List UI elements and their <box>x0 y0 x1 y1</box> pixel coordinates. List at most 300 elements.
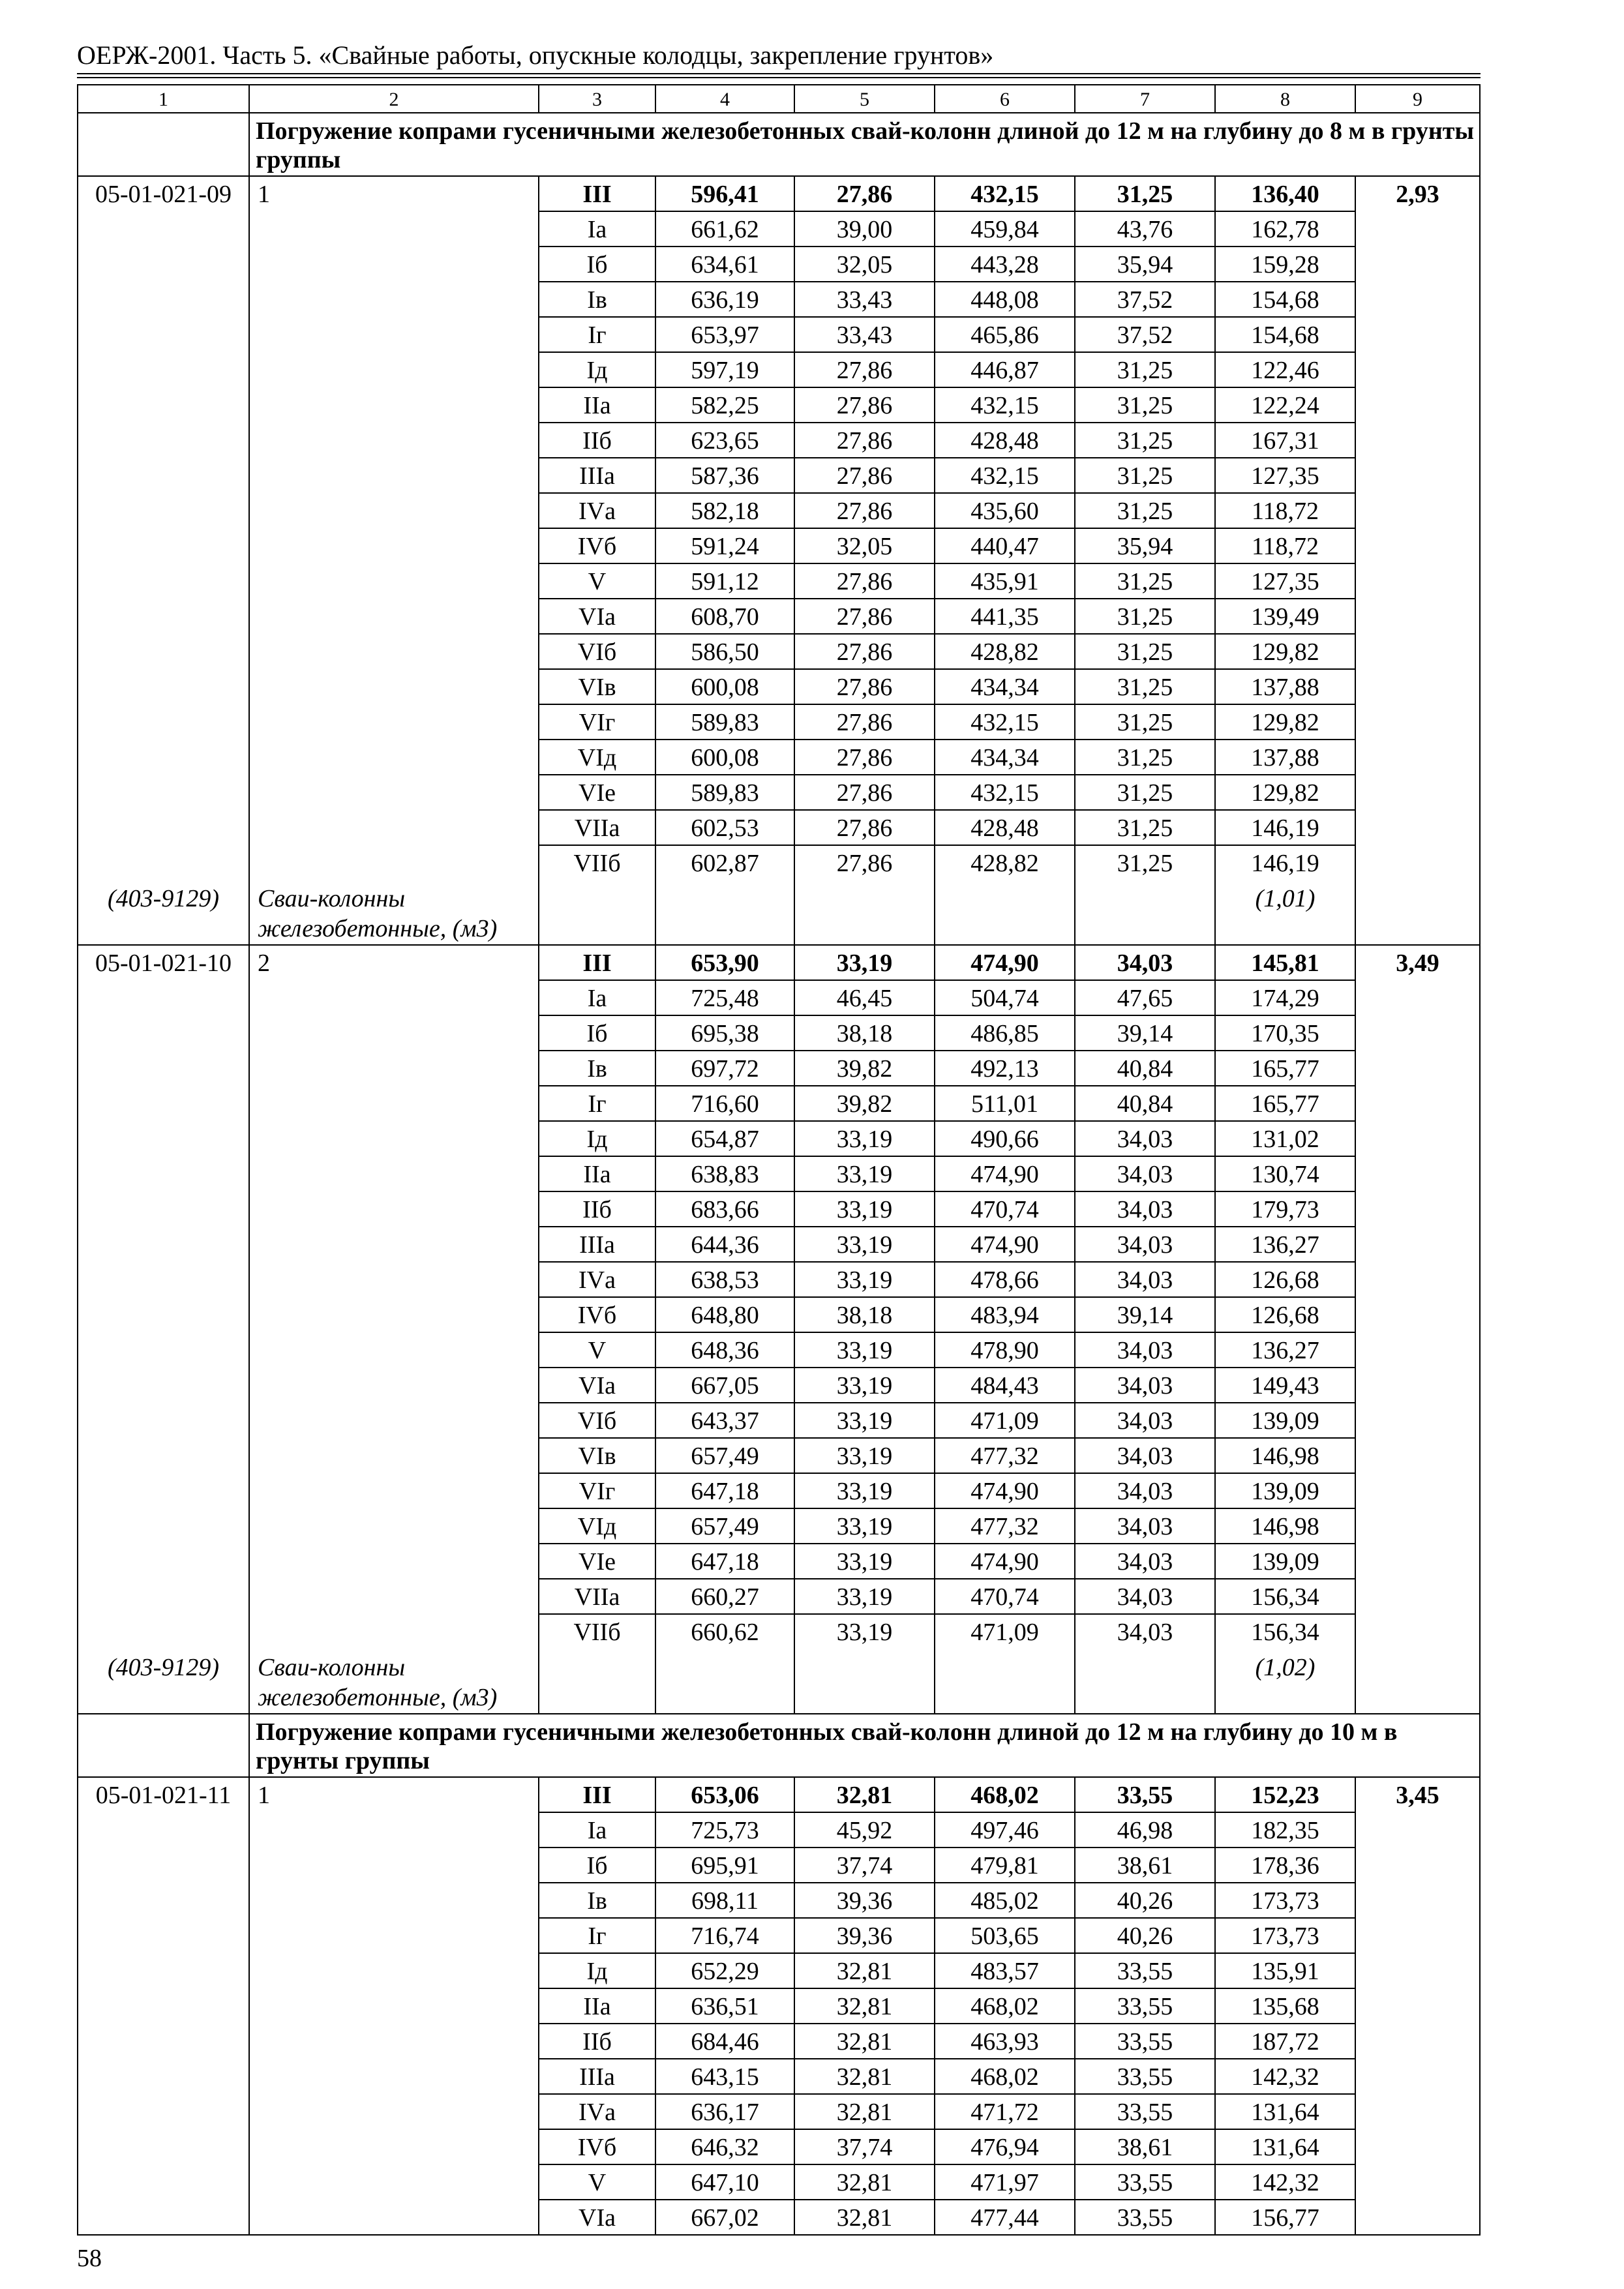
wage-cost-cell: 27,86 <box>795 705 935 740</box>
wage-cost-cell: 32,05 <box>795 247 935 282</box>
operator-wage-cell: 33,55 <box>1075 2059 1216 2095</box>
total-cost-cell: 623,65 <box>656 423 795 458</box>
soil-group-cell: IVб <box>539 1298 656 1333</box>
soil-group-cell: IVа <box>539 2095 656 2130</box>
soil-group-cell: Iг <box>539 318 656 353</box>
total-cost-cell: 654,87 <box>656 1122 795 1157</box>
total-cost-cell: 716,60 <box>656 1086 795 1122</box>
total-cost-cell: 589,83 <box>656 775 795 811</box>
machine-cost-cell: 477,32 <box>935 1439 1075 1474</box>
soil-group-cell: IVб <box>539 2130 656 2165</box>
machine-cost-cell: 492,13 <box>935 1051 1075 1086</box>
operator-wage-cell: 37,52 <box>1075 318 1216 353</box>
material-cost-cell: 137,88 <box>1216 670 1356 705</box>
column-number-cell: 6 <box>935 85 1075 113</box>
wage-cost-cell: 27,86 <box>795 599 935 635</box>
resource-name-line: Сваи-колонны <box>258 885 406 912</box>
machine-cost-cell: 504,74 <box>935 981 1075 1016</box>
wage-cost-cell: 38,18 <box>795 1016 935 1051</box>
wage-cost-cell: 27,86 <box>795 494 935 529</box>
material-cost-cell: 130,74 <box>1216 1157 1356 1192</box>
resource-name <box>250 1650 539 1714</box>
soil-group-cell: VIа <box>539 599 656 635</box>
total-cost-cell: 597,19 <box>656 353 795 388</box>
machine-cost-cell: 428,82 <box>935 846 1075 881</box>
operator-wage-cell: 34,03 <box>1075 1157 1216 1192</box>
total-cost-cell: 596,41 <box>656 177 795 212</box>
resource-empty-cell <box>1075 881 1216 946</box>
soil-group-cell: Iв <box>539 282 656 318</box>
operator-wage-cell: 39,14 <box>1075 1298 1216 1333</box>
wage-cost-cell: 33,19 <box>795 1192 935 1227</box>
total-cost-cell: 653,97 <box>656 318 795 353</box>
column-number-cell: 3 <box>539 85 656 113</box>
soil-group-cell: Iд <box>539 1954 656 1989</box>
total-cost-cell: 602,53 <box>656 811 795 846</box>
machine-cost-cell: 432,15 <box>935 705 1075 740</box>
operator-wage-cell: 34,03 <box>1075 1192 1216 1227</box>
soil-group-cell: VIб <box>539 635 656 670</box>
total-cost-cell: 636,51 <box>656 1989 795 2024</box>
column-number-cell: 2 <box>250 85 539 113</box>
resource-empty-cell <box>795 881 935 946</box>
total-cost-cell: 697,72 <box>656 1051 795 1086</box>
total-cost-cell: 647,18 <box>656 1474 795 1509</box>
machine-cost-cell: 432,15 <box>935 177 1075 212</box>
machine-cost-cell: 468,02 <box>935 1989 1075 2024</box>
material-cost-cell: 135,68 <box>1216 1989 1356 2024</box>
material-cost-cell: 122,24 <box>1216 388 1356 423</box>
total-cost-cell: 602,87 <box>656 846 795 881</box>
operator-wage-cell: 35,94 <box>1075 247 1216 282</box>
operator-wage-cell: 31,25 <box>1075 670 1216 705</box>
soil-group-cell: Iа <box>539 981 656 1016</box>
soil-group-cell: VIе <box>539 775 656 811</box>
section-title-line: Погружение копрами гусеничными железобетонных свай-колонн длиной до 12 м на глубину до 10 м в <box>256 1718 1398 1746</box>
material-cost-cell: 137,88 <box>1216 740 1356 775</box>
machine-cost-cell: 471,97 <box>935 2165 1075 2200</box>
soil-group-cell: VIа <box>539 1368 656 1403</box>
soil-group-cell: IVб <box>539 529 656 564</box>
operator-wage-cell: 34,03 <box>1075 1474 1216 1509</box>
rates-table-body <box>78 85 1481 2236</box>
wage-cost-cell: 27,86 <box>795 846 935 881</box>
material-cost-cell: 156,34 <box>1216 1579 1356 1615</box>
material-cost-cell: 179,73 <box>1216 1192 1356 1227</box>
soil-group-cell: VIг <box>539 705 656 740</box>
machine-cost-cell: 432,15 <box>935 388 1075 423</box>
total-cost-cell: 653,90 <box>656 946 795 981</box>
wage-cost-cell: 33,19 <box>795 1615 935 1650</box>
total-cost-cell: 725,48 <box>656 981 795 1016</box>
soil-group-cell: IIа <box>539 1989 656 2024</box>
machine-cost-cell: 459,84 <box>935 212 1075 247</box>
material-cost-cell: 162,78 <box>1216 212 1356 247</box>
material-cost-cell: 187,72 <box>1216 2024 1356 2059</box>
operator-wage-cell: 31,25 <box>1075 458 1216 494</box>
wage-cost-cell: 39,82 <box>795 1086 935 1122</box>
section-code-cell <box>78 1714 250 1778</box>
machine-cost-cell: 434,34 <box>935 670 1075 705</box>
material-cost-cell: 131,64 <box>1216 2095 1356 2130</box>
operator-wage-cell: 34,03 <box>1075 946 1216 981</box>
column-number-cell: 9 <box>1356 85 1481 113</box>
soil-group-cell: IIIа <box>539 1227 656 1263</box>
wage-cost-cell: 33,19 <box>795 1157 935 1192</box>
total-cost-cell: 683,66 <box>656 1192 795 1227</box>
operator-wage-cell: 31,25 <box>1075 599 1216 635</box>
material-cost-cell: 136,27 <box>1216 1333 1356 1368</box>
total-cost-cell: 695,38 <box>656 1016 795 1051</box>
soil-group-cell: VIг <box>539 1474 656 1509</box>
wage-cost-cell: 27,86 <box>795 388 935 423</box>
machine-cost-cell: 474,90 <box>935 946 1075 981</box>
soil-group-cell: IIIа <box>539 458 656 494</box>
soil-group-cell: Iа <box>539 212 656 247</box>
total-cost-cell: 591,12 <box>656 564 795 599</box>
total-cost-cell: 667,02 <box>656 2200 795 2236</box>
machine-cost-cell: 435,60 <box>935 494 1075 529</box>
soil-group-cell: VIд <box>539 1509 656 1544</box>
machine-cost-cell: 434,34 <box>935 740 1075 775</box>
soil-group-cell: VIа <box>539 2200 656 2236</box>
soil-group-cell: V <box>539 564 656 599</box>
section-code-cell <box>78 113 250 177</box>
operator-wage-cell: 33,55 <box>1075 2200 1216 2236</box>
machine-cost-cell: 428,82 <box>935 635 1075 670</box>
column-number-cell: 5 <box>795 85 935 113</box>
resource-empty-cell <box>1356 1650 1481 1714</box>
labor-cost-cell: 3,45 <box>1356 1778 1481 2236</box>
total-cost-cell: 660,27 <box>656 1579 795 1615</box>
operator-wage-cell: 34,03 <box>1075 1615 1216 1650</box>
material-cost-cell: 118,72 <box>1216 529 1356 564</box>
operator-wage-cell: 34,03 <box>1075 1439 1216 1474</box>
resource-empty-cell <box>1356 881 1481 946</box>
material-cost-cell: 118,72 <box>1216 494 1356 529</box>
wage-cost-cell: 27,86 <box>795 458 935 494</box>
operator-wage-cell: 31,25 <box>1075 635 1216 670</box>
machine-cost-cell: 503,65 <box>935 1919 1075 1954</box>
machine-cost-cell: 490,66 <box>935 1122 1075 1157</box>
material-cost-cell: 122,46 <box>1216 353 1356 388</box>
operator-wage-cell: 33,55 <box>1075 2095 1216 2130</box>
soil-group-cell: IIб <box>539 1192 656 1227</box>
resource-empty-cell <box>656 881 795 946</box>
operator-wage-cell: 34,03 <box>1075 1227 1216 1263</box>
machine-cost-cell: 476,94 <box>935 2130 1075 2165</box>
wage-cost-cell: 33,43 <box>795 282 935 318</box>
machine-cost-cell: 428,48 <box>935 811 1075 846</box>
operator-wage-cell: 31,25 <box>1075 811 1216 846</box>
material-cost-cell: 159,28 <box>1216 247 1356 282</box>
soil-group-cell: VIб <box>539 1403 656 1439</box>
machine-cost-cell: 477,44 <box>935 2200 1075 2236</box>
total-cost-cell: 646,32 <box>656 2130 795 2165</box>
material-cost-cell: 129,82 <box>1216 705 1356 740</box>
total-cost-cell: 644,36 <box>656 1227 795 1263</box>
material-cost-cell: 154,68 <box>1216 282 1356 318</box>
rate-variant-number: 1 <box>250 1778 539 2236</box>
machine-cost-cell: 478,66 <box>935 1263 1075 1298</box>
total-cost-cell: 638,53 <box>656 1263 795 1298</box>
total-cost-cell: 589,83 <box>656 705 795 740</box>
operator-wage-cell: 43,76 <box>1075 212 1216 247</box>
total-cost-cell: 647,10 <box>656 2165 795 2200</box>
total-cost-cell: 725,73 <box>656 1813 795 1848</box>
wage-cost-cell: 39,36 <box>795 1919 935 1954</box>
wage-cost-cell: 33,19 <box>795 1227 935 1263</box>
operator-wage-cell: 31,25 <box>1075 388 1216 423</box>
total-cost-cell: 716,74 <box>656 1919 795 1954</box>
wage-cost-cell: 32,81 <box>795 2059 935 2095</box>
column-number-cell: 7 <box>1075 85 1216 113</box>
rates-table <box>77 84 1481 2236</box>
operator-wage-cell: 38,61 <box>1075 2130 1216 2165</box>
wage-cost-cell: 33,19 <box>795 1544 935 1579</box>
labor-cost-cell: 2,93 <box>1356 177 1481 881</box>
machine-cost-cell: 471,09 <box>935 1403 1075 1439</box>
material-cost-cell: 131,02 <box>1216 1122 1356 1157</box>
machine-cost-cell: 474,90 <box>935 1157 1075 1192</box>
material-cost-cell: 173,73 <box>1216 1919 1356 1954</box>
operator-wage-cell: 34,03 <box>1075 1333 1216 1368</box>
wage-cost-cell: 33,43 <box>795 318 935 353</box>
section-title <box>250 113 1481 177</box>
operator-wage-cell: 31,25 <box>1075 705 1216 740</box>
wage-cost-cell: 32,81 <box>795 2200 935 2236</box>
material-cost-cell: 156,34 <box>1216 1615 1356 1650</box>
machine-cost-cell: 474,90 <box>935 1474 1075 1509</box>
column-number-row <box>78 85 1481 113</box>
material-cost-cell: 139,09 <box>1216 1403 1356 1439</box>
wage-cost-cell: 37,74 <box>795 1848 935 1883</box>
operator-wage-cell: 31,25 <box>1075 353 1216 388</box>
resource-empty-cell <box>656 1650 795 1714</box>
wage-cost-cell: 27,86 <box>795 811 935 846</box>
resource-empty-cell <box>935 881 1075 946</box>
soil-group-cell: Iв <box>539 1051 656 1086</box>
wage-cost-cell: 33,19 <box>795 1474 935 1509</box>
material-cost-cell: 129,82 <box>1216 775 1356 811</box>
soil-group-cell: V <box>539 2165 656 2200</box>
total-cost-cell: 600,08 <box>656 740 795 775</box>
material-cost-cell: 165,77 <box>1216 1086 1356 1122</box>
operator-wage-cell: 33,55 <box>1075 1989 1216 2024</box>
resource-name-line: железобетонные, (м3) <box>258 915 498 942</box>
section-title-row <box>78 1714 1481 1778</box>
operator-wage-cell: 34,03 <box>1075 1263 1216 1298</box>
machine-cost-cell: 471,09 <box>935 1615 1075 1650</box>
soil-group-cell: VIв <box>539 1439 656 1474</box>
machine-cost-cell: 468,02 <box>935 2059 1075 2095</box>
resource-empty-cell <box>1075 1650 1216 1714</box>
material-cost-cell: 127,35 <box>1216 458 1356 494</box>
operator-wage-cell: 31,25 <box>1075 494 1216 529</box>
material-cost-cell: 139,49 <box>1216 599 1356 635</box>
machine-cost-cell: 474,90 <box>935 1227 1075 1263</box>
wage-cost-cell: 32,81 <box>795 1989 935 2024</box>
rate-code: 05-01-021-10 <box>78 946 250 1650</box>
material-cost-cell: 152,23 <box>1216 1778 1356 1813</box>
operator-wage-cell: 40,26 <box>1075 1883 1216 1919</box>
material-cost-cell: 127,35 <box>1216 564 1356 599</box>
resource-name <box>250 881 539 946</box>
machine-cost-cell: 465,86 <box>935 318 1075 353</box>
resource-empty-cell <box>539 881 656 946</box>
machine-cost-cell: 485,02 <box>935 1883 1075 1919</box>
operator-wage-cell: 34,03 <box>1075 1403 1216 1439</box>
machine-cost-cell: 471,72 <box>935 2095 1075 2130</box>
material-cost-cell: 142,32 <box>1216 2165 1356 2200</box>
resource-empty-cell <box>935 1650 1075 1714</box>
wage-cost-cell: 39,82 <box>795 1051 935 1086</box>
machine-cost-cell: 448,08 <box>935 282 1075 318</box>
soil-group-cell: Iб <box>539 247 656 282</box>
column-number-cell: 8 <box>1216 85 1356 113</box>
machine-cost-cell: 463,93 <box>935 2024 1075 2059</box>
total-cost-cell: 657,49 <box>656 1509 795 1544</box>
total-cost-cell: 634,61 <box>656 247 795 282</box>
machine-cost-cell: 428,48 <box>935 423 1075 458</box>
soil-group-cell: Iв <box>539 1883 656 1919</box>
operator-wage-cell: 34,03 <box>1075 1509 1216 1544</box>
material-cost-cell: 173,73 <box>1216 1883 1356 1919</box>
material-cost-cell: 139,09 <box>1216 1474 1356 1509</box>
wage-cost-cell: 32,81 <box>795 2024 935 2059</box>
wage-cost-cell: 33,19 <box>795 1263 935 1298</box>
soil-group-cell: VIIа <box>539 811 656 846</box>
machine-cost-cell: 478,90 <box>935 1333 1075 1368</box>
wage-cost-cell: 37,74 <box>795 2130 935 2165</box>
resource-name-line: Сваи-колонны <box>258 1654 406 1681</box>
section-title-line: Погружение копрами гусеничными железобетонных свай-колонн длиной до 12 м на глубину до 8 м в грунты <box>256 117 1475 145</box>
material-cost-cell: 126,68 <box>1216 1263 1356 1298</box>
machine-cost-cell: 441,35 <box>935 599 1075 635</box>
wage-cost-cell: 32,81 <box>795 1778 935 1813</box>
wage-cost-cell: 27,86 <box>795 564 935 599</box>
material-cost-cell: 174,29 <box>1216 981 1356 1016</box>
resource-quantity: (1,02) <box>1216 1650 1356 1714</box>
wage-cost-cell: 33,19 <box>795 1509 935 1544</box>
total-cost-cell: 582,18 <box>656 494 795 529</box>
operator-wage-cell: 35,94 <box>1075 529 1216 564</box>
soil-group-cell: III <box>539 177 656 212</box>
total-cost-cell: 652,29 <box>656 1954 795 1989</box>
material-cost-cell: 149,43 <box>1216 1368 1356 1403</box>
material-cost-cell: 146,19 <box>1216 811 1356 846</box>
operator-wage-cell: 33,55 <box>1075 1778 1216 1813</box>
wage-cost-cell: 33,19 <box>795 1333 935 1368</box>
material-cost-cell: 139,09 <box>1216 1544 1356 1579</box>
wage-cost-cell: 27,86 <box>795 670 935 705</box>
resource-empty-cell <box>795 1650 935 1714</box>
wage-cost-cell: 45,92 <box>795 1813 935 1848</box>
total-cost-cell: 647,18 <box>656 1544 795 1579</box>
total-cost-cell: 657,49 <box>656 1439 795 1474</box>
material-cost-cell: 170,35 <box>1216 1016 1356 1051</box>
total-cost-cell: 636,19 <box>656 282 795 318</box>
wage-cost-cell: 33,19 <box>795 1368 935 1403</box>
material-cost-cell: 178,36 <box>1216 1848 1356 1883</box>
material-cost-cell: 165,77 <box>1216 1051 1356 1086</box>
operator-wage-cell: 38,61 <box>1075 1848 1216 1883</box>
soil-group-cell: Iг <box>539 1086 656 1122</box>
soil-group-cell: VIв <box>539 670 656 705</box>
wage-cost-cell: 46,45 <box>795 981 935 1016</box>
machine-cost-cell: 511,01 <box>935 1086 1075 1122</box>
machine-cost-cell: 440,47 <box>935 529 1075 564</box>
machine-cost-cell: 486,85 <box>935 1016 1075 1051</box>
total-cost-cell: 648,36 <box>656 1333 795 1368</box>
machine-cost-cell: 470,74 <box>935 1579 1075 1615</box>
soil-group-cell: III <box>539 1778 656 1813</box>
total-cost-cell: 667,05 <box>656 1368 795 1403</box>
total-cost-cell: 582,25 <box>656 388 795 423</box>
wage-cost-cell: 33,19 <box>795 1439 935 1474</box>
soil-group-cell: IIIа <box>539 2059 656 2095</box>
total-cost-cell: 586,50 <box>656 635 795 670</box>
operator-wage-cell: 33,55 <box>1075 1954 1216 1989</box>
soil-group-cell: IIа <box>539 1157 656 1192</box>
machine-cost-cell: 446,87 <box>935 353 1075 388</box>
rate-code: 05-01-021-09 <box>78 177 250 881</box>
resource-empty-cell <box>539 1650 656 1714</box>
soil-group-cell: VIIа <box>539 1579 656 1615</box>
wage-cost-cell: 32,81 <box>795 1954 935 1989</box>
operator-wage-cell: 37,52 <box>1075 282 1216 318</box>
wage-cost-cell: 33,19 <box>795 1122 935 1157</box>
material-cost-cell: 146,19 <box>1216 846 1356 881</box>
wage-cost-cell: 27,86 <box>795 353 935 388</box>
table-row <box>78 946 1481 981</box>
operator-wage-cell: 40,84 <box>1075 1051 1216 1086</box>
rate-variant-number: 1 <box>250 177 539 881</box>
material-cost-cell: 135,91 <box>1216 1954 1356 1989</box>
soil-group-cell: VIIб <box>539 1615 656 1650</box>
wage-cost-cell: 27,86 <box>795 423 935 458</box>
machine-cost-cell: 483,57 <box>935 1954 1075 1989</box>
wage-cost-cell: 33,19 <box>795 946 935 981</box>
total-cost-cell: 653,06 <box>656 1778 795 1813</box>
total-cost-cell: 638,83 <box>656 1157 795 1192</box>
soil-group-cell: Iд <box>539 1122 656 1157</box>
operator-wage-cell: 39,14 <box>1075 1016 1216 1051</box>
soil-group-cell: Iа <box>539 1813 656 1848</box>
machine-cost-cell: 443,28 <box>935 247 1075 282</box>
material-cost-cell: 182,35 <box>1216 1813 1356 1848</box>
operator-wage-cell: 40,26 <box>1075 1919 1216 1954</box>
total-cost-cell: 660,62 <box>656 1615 795 1650</box>
machine-cost-cell: 484,43 <box>935 1368 1075 1403</box>
machine-cost-cell: 497,46 <box>935 1813 1075 1848</box>
section-title-row <box>78 113 1481 177</box>
total-cost-cell: 695,91 <box>656 1848 795 1883</box>
machine-cost-cell: 470,74 <box>935 1192 1075 1227</box>
wage-cost-cell: 39,00 <box>795 212 935 247</box>
column-number-cell: 4 <box>656 85 795 113</box>
material-cost-cell: 156,77 <box>1216 2200 1356 2236</box>
wage-cost-cell: 33,19 <box>795 1403 935 1439</box>
machine-cost-cell: 479,81 <box>935 1848 1075 1883</box>
wage-cost-cell: 38,18 <box>795 1298 935 1333</box>
soil-group-cell: V <box>539 1333 656 1368</box>
section-title <box>250 1714 1481 1778</box>
operator-wage-cell: 31,25 <box>1075 564 1216 599</box>
wage-cost-cell: 32,81 <box>795 2165 935 2200</box>
operator-wage-cell: 33,55 <box>1075 2165 1216 2200</box>
total-cost-cell: 600,08 <box>656 670 795 705</box>
